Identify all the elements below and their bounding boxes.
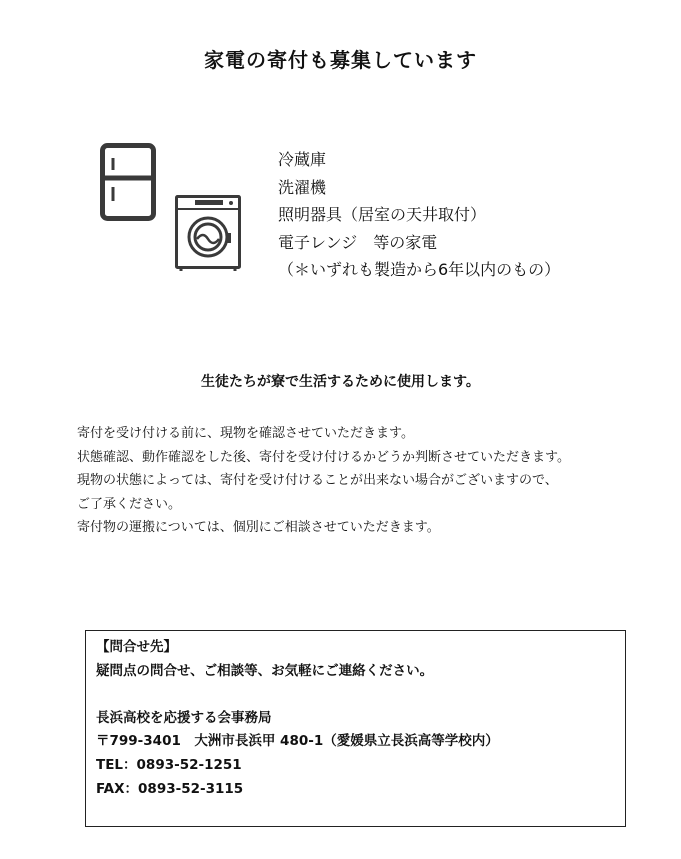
paragraph-line: 現物の状態によっては、寄付を受け付けることが出来ない場合がございますので、 <box>77 473 558 489</box>
page-title: 家電の寄付も募集しています <box>204 48 477 72</box>
subtitle: 生徒たちが寮で生活するために使用します。 <box>201 374 480 390</box>
contact-box <box>85 630 626 827</box>
spacer <box>96 683 615 707</box>
contact-intro: 疑問点の問合せ、ご相談等、お気軽にご連絡ください。 <box>96 662 434 679</box>
washing-machine-icon <box>175 195 241 271</box>
body-paragraphs <box>77 422 677 540</box>
list-item: 照明器具（居室の天井取付） <box>278 205 487 224</box>
paragraph-line: 寄付物の運搬については、個別にご相談させていただきます。 <box>77 520 440 536</box>
list-item: 冷蔵庫 <box>278 150 327 169</box>
paragraph-line: 寄付を受け付ける前に、現物を確認させていただきます。 <box>77 426 414 441</box>
contact-address: 〒799-3401 大洲市長浜甲 480-1（愛媛県立長浜高等学校内） <box>96 733 499 750</box>
list-item: 洗濯機 <box>278 177 327 197</box>
list-item: 電子レンジ 等の家電 <box>278 232 438 252</box>
refrigerator-icon <box>100 143 156 221</box>
contact-heading: 【問合せ先】 <box>96 639 177 655</box>
contact-tel: TEL：0893-52-1251 <box>96 756 242 773</box>
contact-fax: FAX：0893-52-3115 <box>96 780 244 797</box>
contact-organization: 長浜高校を応援する会事務局 <box>96 709 272 726</box>
appliance-list <box>278 146 560 284</box>
list-item: （＊いずれも製造から6年以内のもの） <box>278 260 561 279</box>
paragraph-line: 状態確認、動作確認をした後、寄付を受け付けるかどうか判断させていただきます。 <box>77 449 570 465</box>
paragraph-line: ご了承ください。 <box>77 496 182 512</box>
